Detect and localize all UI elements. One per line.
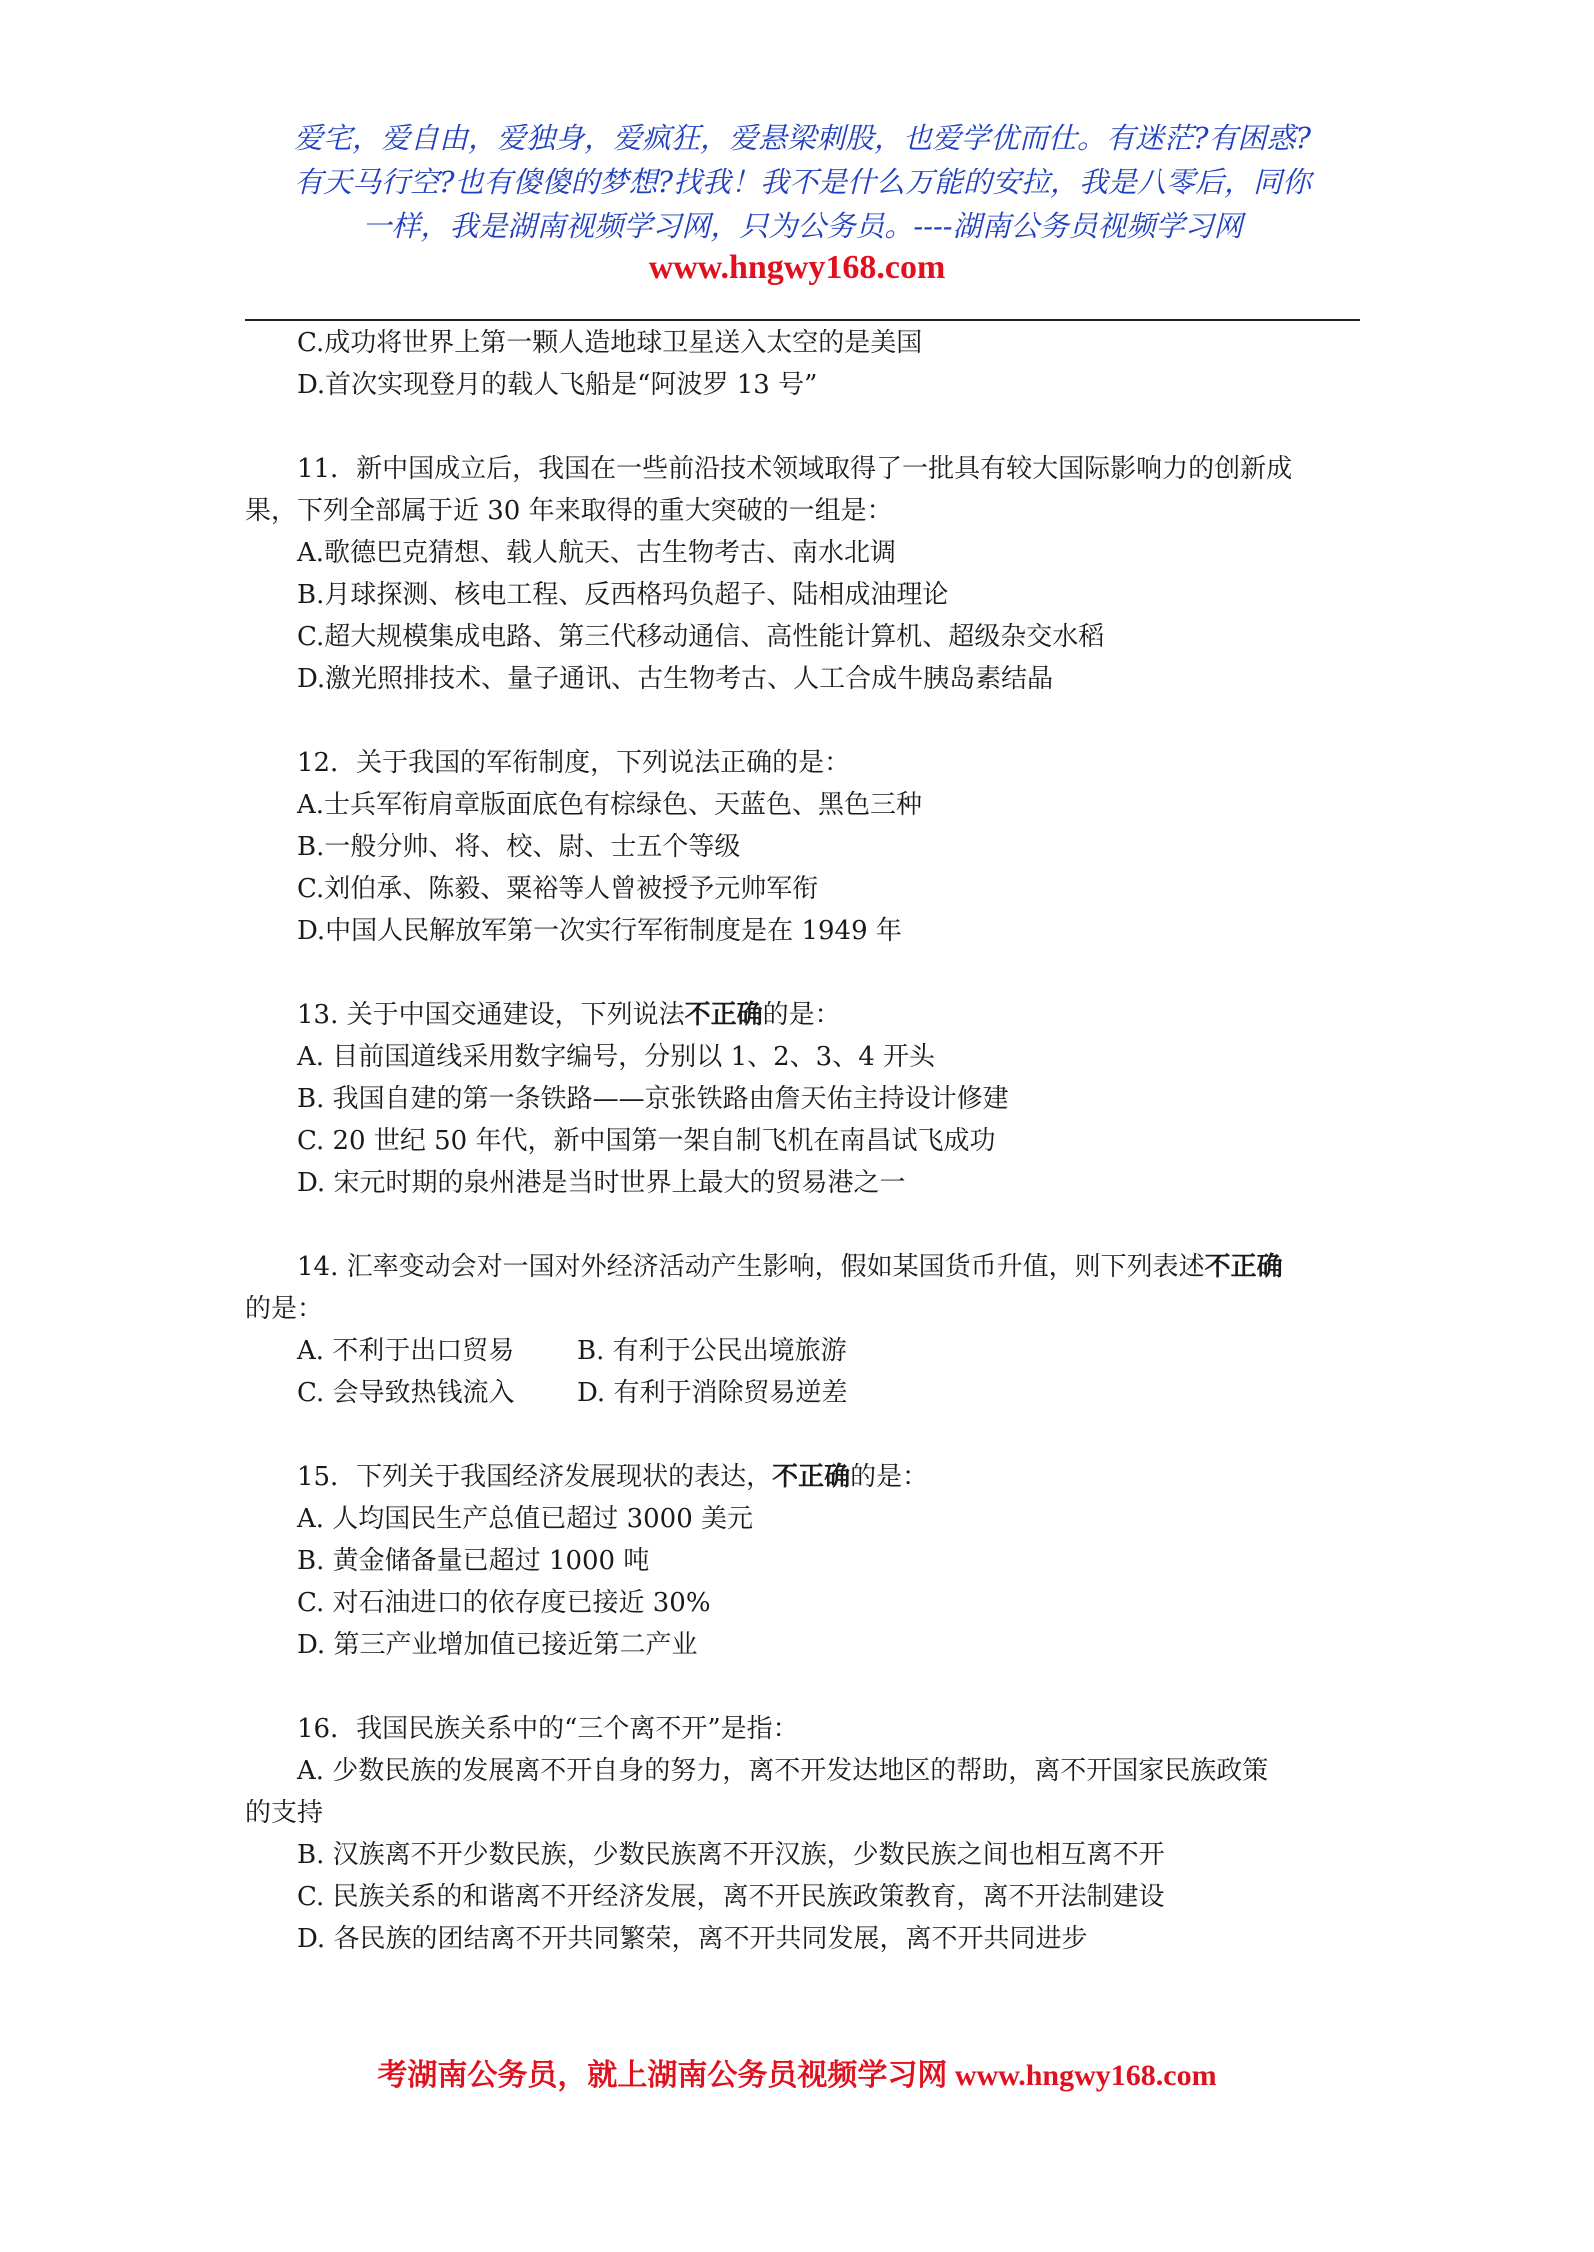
q14-stem-pre: 14. 汇率变动会对一国对外经济活动产生影响，假如某国货币升值，则下列表述 — [297, 1252, 1205, 1282]
q15-stem-pre: 15．下列关于我国经济发展现状的表达， — [297, 1462, 773, 1492]
header-line-3: 一样，我是湖南视频学习网，只为公务员。----湖南公务员视频学习网 — [362, 209, 1243, 243]
spacer — [245, 700, 1360, 742]
footer-banner: 考湖南公务员，就上湖南公务员视频学习网 www.hngwy168.com — [377, 2059, 1217, 2092]
q11-stem-line-2: 果，下列全部属于近 30 年来取得的重大突破的一组是： — [245, 496, 893, 526]
q16-option-c: C. 民族关系的和谐离不开经济发展，离不开民族政策教育，离不开法制建设 — [297, 1882, 1165, 1912]
q12-stem: 12．关于我国的军衔制度，下列说法正确的是： — [297, 748, 851, 778]
header-slogan — [240, 116, 1365, 248]
q13-option-b: B. 我国自建的第一条铁路——京张铁路由詹天佑主持设计修建 — [297, 1084, 1009, 1114]
spacer — [245, 1414, 1360, 1456]
q14-option-a: A. 不利于出口贸易 — [297, 1336, 515, 1366]
header-line-2: 有天马行空?也有傻傻的梦想?找我！我不是什么万能的安拉，我是八零后，同你 — [293, 165, 1312, 199]
q15-option-b: B. 黄金储备量已超过 1000 吨 — [297, 1546, 650, 1576]
q11-option-d: D.激光照排技术、量子通讯、古生物考古、人工合成牛胰岛素结晶 — [297, 664, 1054, 694]
q16-option-a-line-2: 的支持 — [245, 1798, 324, 1828]
q14-stem-emphasis: 不正确 — [1204, 1252, 1283, 1282]
q11-option-c: C.超大规模集成电路、第三代移动通信、高性能计算机、超级杂交水稻 — [297, 622, 1105, 652]
q15-stem-emphasis: 不正确 — [772, 1462, 851, 1492]
header-divider — [245, 319, 1360, 321]
q15-stem — [245, 1456, 1360, 1498]
q11-option-a: A.歌德巴克猜想、载人航天、古生物考古、南水北调 — [297, 538, 897, 568]
q10-option-d: D.首次实现登月的载人飞船是“阿波罗 13 号” — [297, 370, 818, 400]
q12-option-b: B.一般分帅、将、校、尉、士五个等级 — [297, 832, 741, 862]
spacer — [245, 1204, 1360, 1246]
header-line-1: 爱宅，爱自由，爱独身，爱疯狂，爱悬梁刺股，也爱学优而仕。有迷茫?有困惑? — [293, 121, 1312, 155]
q13-option-c: C. 20 世纪 50 年代，新中国第一架自制飞机在南昌试飞成功 — [297, 1126, 996, 1156]
header-url: www.hngwy168.com — [648, 249, 946, 286]
spacer — [245, 1666, 1360, 1708]
q14-option-b: B. 有利于公民出境旅游 — [577, 1336, 847, 1366]
spacer — [245, 406, 1360, 448]
q15-option-d: D. 第三产业增加值已接近第二产业 — [297, 1630, 698, 1660]
q15-option-c: C. 对石油进口的依存度已接近 30% — [297, 1588, 711, 1618]
q13-option-d: D. 宋元时期的泉州港是当时世界上最大的贸易港之一 — [297, 1168, 906, 1198]
q16-stem: 16．我国民族关系中的“三个离不开”是指： — [297, 1714, 799, 1744]
q13-stem-emphasis: 不正确 — [684, 1000, 763, 1030]
q12-option-d: D.中国人民解放军第一次实行军衔制度是在 1949 年 — [297, 916, 902, 946]
q15-option-a: A. 人均国民生产总值已超过 3000 美元 — [297, 1504, 754, 1534]
q15-stem-post: 的是： — [850, 1462, 929, 1492]
q14-options-row-1 — [245, 1330, 1360, 1372]
question-content — [245, 322, 1360, 1960]
q16-option-d: D. 各民族的团结离不开共同繁荣，离不开共同发展，离不开共同进步 — [297, 1924, 1088, 1954]
q16-option-a-line-1: A. 少数民族的发展离不开自身的努力，离不开发达地区的帮助，离不开国家民族政策 — [297, 1756, 1269, 1786]
spacer — [245, 952, 1360, 994]
q14-stem-line-1 — [245, 1246, 1360, 1288]
q14-options-row-2 — [245, 1372, 1360, 1414]
q14-stem-line-2: 的是： — [245, 1294, 324, 1324]
q10-option-c: C.成功将世界上第一颗人造地球卫星送入太空的是美国 — [297, 328, 923, 358]
q14-option-c: C. 会导致热钱流入 — [297, 1378, 515, 1408]
q14-option-d: D. 有利于消除贸易逆差 — [577, 1378, 848, 1408]
q11-option-b: B.月球探测、核电工程、反西格玛负超子、陆相成油理论 — [297, 580, 949, 610]
q11-stem-line-1: 11．新中国成立后，我国在一些前沿技术领域取得了一批具有较大国际影响力的创新成 — [297, 454, 1293, 484]
q12-option-a: A.士兵军衔肩章版面底色有棕绿色、天蓝色、黑色三种 — [297, 790, 923, 820]
q13-stem-post: 的是： — [762, 1000, 841, 1030]
q12-option-c: C.刘伯承、陈毅、粟裕等人曾被授予元帅军衔 — [297, 874, 819, 904]
q13-stem — [245, 994, 1360, 1036]
q13-option-a: A. 目前国道线采用数字编号，分别以 1、2、3、4 开头 — [297, 1042, 936, 1072]
q13-stem-pre: 13. 关于中国交通建设，下列说法 — [297, 1000, 685, 1030]
q16-option-b: B. 汉族离不开少数民族，少数民族离不开汉族，少数民族之间也相互离不开 — [297, 1840, 1165, 1870]
